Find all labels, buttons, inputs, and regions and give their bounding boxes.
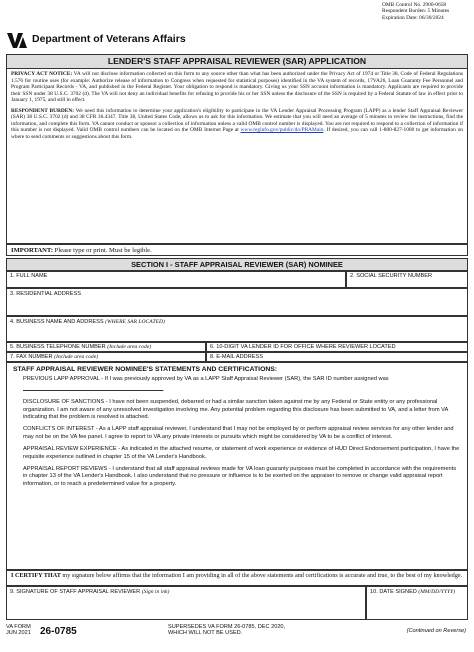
omb-link[interactable]: www.reginfo.gov/public/do/PRAMain bbox=[240, 127, 324, 133]
date-signed-label: 10. DATE SIGNED bbox=[370, 589, 417, 595]
statements-heading: STAFF APPRAISAL REVIEWER NOMINEE'S STATEMENTS AND CERTIFICATIONS: bbox=[13, 366, 278, 373]
full-name-label: 1. FULL NAME bbox=[10, 273, 48, 279]
business-address-label: 4. BUSINESS NAME AND ADDRESS bbox=[10, 319, 104, 325]
email-field[interactable] bbox=[206, 352, 468, 362]
omb-burden: Respondent Burden: 5 Minutes bbox=[382, 8, 450, 15]
ssn-field[interactable] bbox=[346, 270, 468, 288]
statement-conflicts: CONFLICTS OF INTEREST - As a LAPP staff appraisal reviewer, I understand that I may not be employed by or perform appraisal review services for any other lender and may not be on the VA fee panel. I agree to report to VA any private interests or pursuits which might be considered by VA to be a conflict of interest. bbox=[23, 426, 454, 440]
statement-reports: APPRAISAL REPORT REVIEWS - I understand that all staff appraisal reviews made for VA loan guaranty purposes must be completed in accordance with the requirements in chapter 13 of the VA Lender's Handbook. I also understand that no pressure or influence is to be exerted on the appraiser to remove or change valid appraisal report information, or to reach a predetermined value for a property. bbox=[23, 466, 457, 487]
omb-expiration: Expiration Date: 06/30/2024 bbox=[382, 14, 444, 21]
omb-control: OMB Control No. 2900-0658 bbox=[382, 2, 447, 8]
important-text: Please type or print. Must be legible. bbox=[53, 247, 152, 254]
sar-id-input[interactable] bbox=[23, 384, 163, 391]
business-phone-field[interactable] bbox=[6, 342, 206, 352]
footer-form-id bbox=[6, 624, 31, 637]
business-address-note: (WHERE SAR LOCATED) bbox=[105, 319, 165, 325]
business-name-address-field[interactable] bbox=[6, 316, 468, 342]
statement-sanctions: DISCLOSURE OF SANCTIONS - I have not been suspended, debarred or had a similar sanction taken against me by any Federal or State entity or any professional organization. I am not aware of any unresolved investigation involving me. Any potential problem regarding this disclosure has been submitted to VA, and a letter from VA indicating that the problem is resolved is attached. bbox=[23, 399, 449, 421]
email-label: 8. E-MAIL ADDRESS bbox=[210, 354, 263, 360]
certification bbox=[6, 570, 468, 586]
business-phone-note: (Include area code) bbox=[107, 344, 152, 350]
business-phone-label: 5. BUSINESS TELEPHONE NUMBER bbox=[10, 344, 106, 350]
date-signed-note: (MM/DD/YYYY) bbox=[418, 589, 456, 595]
full-name-field[interactable] bbox=[6, 270, 346, 288]
form-title: LENDER'S STAFF APPRAISAL REVIEWER (SAR) APPLICATION bbox=[6, 54, 468, 69]
statements-section bbox=[6, 362, 468, 570]
respondent-burden bbox=[11, 108, 463, 141]
signature-note: (Sign in ink) bbox=[141, 589, 170, 595]
supersedes-line-2: WHICH WILL NOT BE USED. bbox=[168, 630, 243, 637]
certify-label: I CERTIFY THAT bbox=[11, 572, 61, 579]
footer-form-label: VA FORM bbox=[6, 624, 31, 630]
footer-supersedes bbox=[168, 624, 285, 637]
privacy-text: VA will not disclose information collected on this form to any source other than what has been authorized under the Privacy Act of 1974 or Title 38, Code of Federal Regulations 1.576 for routine uses (for example: Authorize release of information to Congress when requested for statistical purposes) identified in the VA system of records, 17VA26, Loan Guaranty Fee Personnel and Program Participant Records - VA, and published in the Federal Register. Your obligation to respond is mandatory. Giving us your SSN account information is mandatory. Applicants are required to provide their SSN under 38 U.S.C. 3702 (d). The VA will not deny an individual benefits for refusing to provide his or her SSN unless the disclosure of the SSN is required by a Federal Statute of law in effect prior to January 1, 1975, and still in effect. bbox=[11, 71, 464, 103]
department-name: Department of Veterans Affairs bbox=[32, 33, 186, 45]
important-note bbox=[6, 244, 468, 256]
fax-note: (Include area code) bbox=[54, 354, 99, 360]
continued-on-reverse: (Continued on Reverse) bbox=[406, 628, 466, 634]
section-1-title: SECTION I - STAFF APPRAISAL REVIEWER (SAR) NOMINEE bbox=[6, 258, 468, 272]
fax-label: 7. FAX NUMBER bbox=[10, 354, 53, 360]
footer-form-number: 26-0785 bbox=[40, 626, 77, 637]
residential-address-field[interactable] bbox=[6, 288, 468, 316]
notices-box bbox=[6, 68, 468, 244]
va-logo-icon bbox=[6, 30, 28, 50]
fax-field[interactable] bbox=[6, 352, 206, 362]
burden-text-a: We need this information to determine your application's eligibility to participate in the VA Lender Appraisal Processing Program (LAPP) as a lender Staff Appraisal Reviewer (SAR) 38 U.S.C. 3702 (d) and 38 CFR 36.4347. Title 38, United States Code, allows us to ask for this information. We estimate that you will need an average of 5 minutes to review the instructions, find the information, and complete this form. VA cannot conduct or sponsor a collection of information unless a valid OMB control number is displayed. You are not required to respond to a collection of information if this number is not displayed. Valid OMB control numbers can be located on the OMB Internet Page at bbox=[11, 107, 463, 133]
burden-label: RESPONDENT BURDEN: bbox=[11, 107, 75, 114]
statement-experience: APPRAISAL REVIEW EXPERIENCE - As indicated in the attached resume, or statement of work experience or evidence of HUD Direct Endorsement participation, I have the requisite experience outlined in chapter 15 of the VA Lender's Handbook. bbox=[23, 446, 460, 460]
ssn-label: 2. SOCIAL SECURITY NUMBER bbox=[350, 273, 433, 279]
privacy-notice bbox=[11, 71, 463, 104]
lapp-text: PREVIOUS LAPP APPROVAL - If I was previously approved by VA as a LAPP Staff Appraisal Reviewer (SAR), the SAR ID number assigned was bbox=[23, 376, 389, 383]
lender-id-label: 6. 10-DIGIT VA LENDER ID FOR OFFICE WHERE REVIEWER LOCATED bbox=[210, 344, 396, 350]
statement-previous-lapp: PREVIOUS LAPP APPROVAL - If I was previously approved by VA as a LAPP Staff Appraisal Reviewer (SAR), the SAR ID number assigned was . bbox=[23, 376, 389, 393]
supersedes-line-1: SUPERSEDES VA FORM 26-0785, DEC 2020, bbox=[168, 624, 286, 630]
date-signed-field[interactable] bbox=[366, 586, 468, 620]
signature-field[interactable] bbox=[6, 586, 366, 620]
footer-form-date: JUN 2021 bbox=[6, 630, 31, 637]
lender-id-field[interactable] bbox=[206, 342, 468, 352]
burden-text-b: . If desired, you can call 1-800-827-1000 to get information on where to send comments or suggestions about this form. bbox=[11, 127, 463, 140]
certify-text: my signature below affirms that the information I am providing in all of the above statements and certifications is accurate and true, to the best of my knowledge. bbox=[60, 572, 463, 579]
important-label: IMPORTANT: bbox=[11, 247, 54, 254]
signature-label: 9. SIGNATURE OF STAFF APPRAISAL REVIEWER bbox=[10, 589, 141, 595]
omb-info bbox=[382, 2, 468, 21]
privacy-label: PRIVACY ACT NOTICE: bbox=[11, 71, 73, 77]
residential-address-label: 3. RESIDENTIAL ADDRESS bbox=[10, 291, 81, 297]
